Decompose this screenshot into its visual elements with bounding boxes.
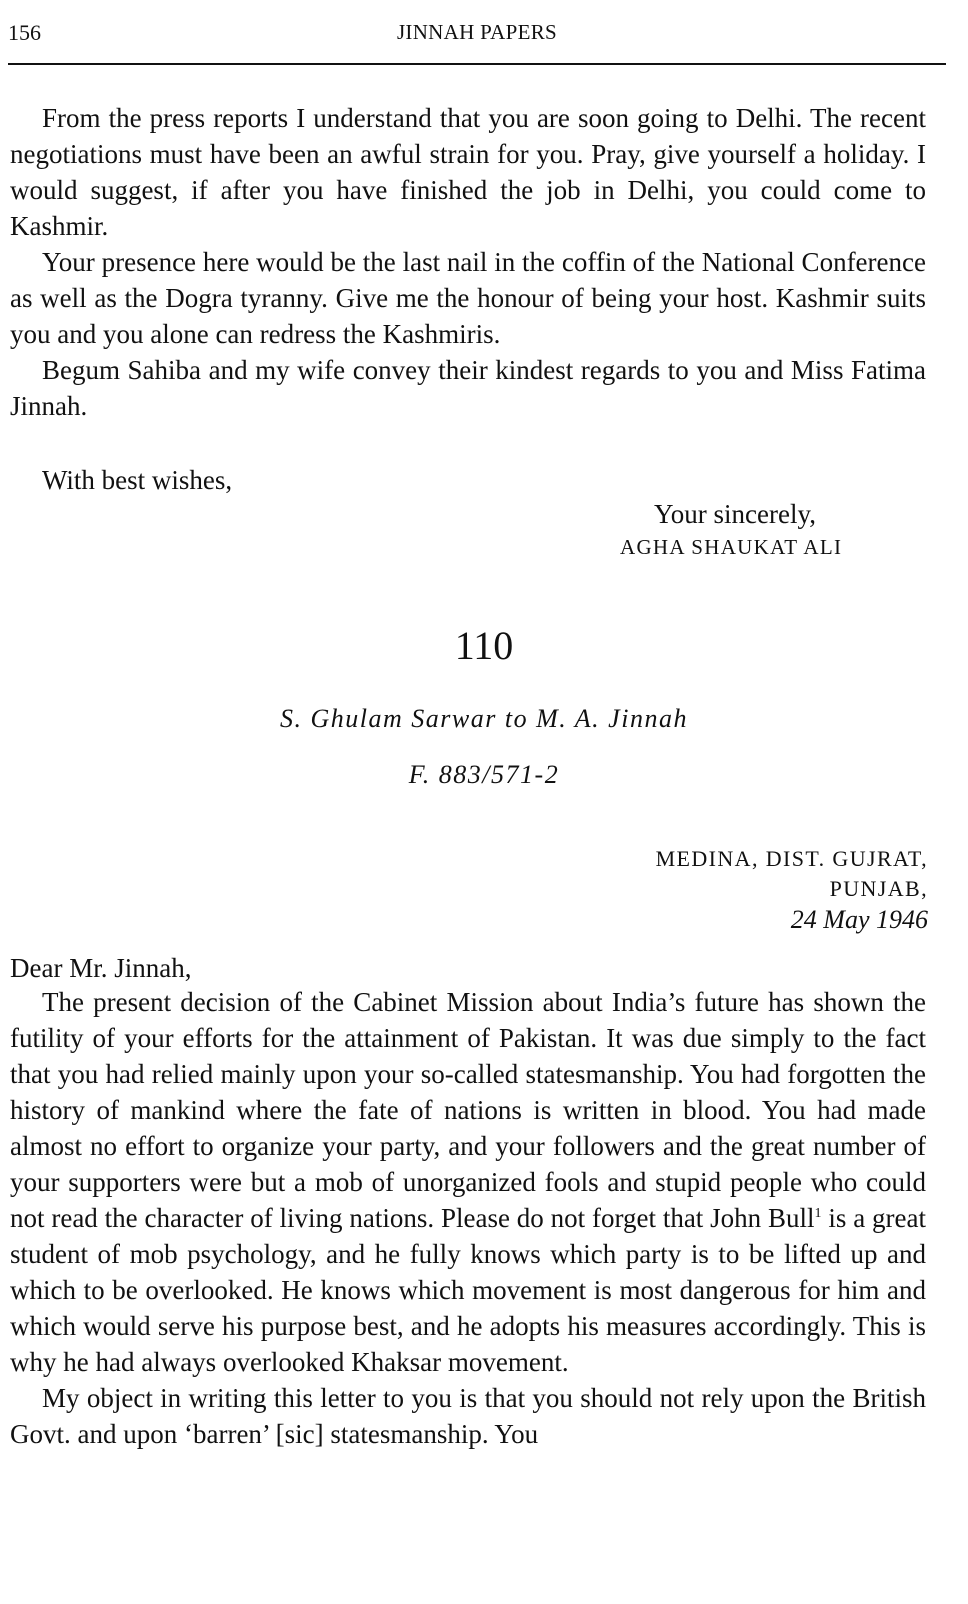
paragraph-text: is a great student of mob psychology, and he fully knows which party is to be lifted up and which to be overlooked. He knows which movement is most dangerous for him and which would serve his purpose best, and he adopts his measures accordingly. This is why he had always overlooked Khaksar movement. (10, 1203, 926, 1377)
previous-letter-paragraph: Your presence here would be the last nail in the coffin of the National Conference as well as the Dogra tyranny. Give me the honour of being your host. Kashmir suits you and you alone can redress the Kashmiris. (10, 247, 926, 349)
paragraph-text: The present decision of the Cabinet Mission about India’s future has shown the futility of your efforts for the attainment of Pakistan. It was due simply to the fact that you had relied mainly upon your so-called statesmanship. You had forgotten the history of mankind where the fate of nations is written in blood. You had made almost no effort to organize your party, and your followers and the great number of your supporters were but a mob of unorganized fools and stupid people who could not read the character of living nations. Please do not forget that John Bull (10, 987, 926, 1233)
sender-address (656, 844, 928, 936)
address-line: MEDINA, DIST. GUJRAT, (655, 846, 928, 871)
document-heading: S. Ghulam Sarwar to M. A. Jinnah (280, 704, 688, 733)
complimentary-close: Your sincerely, (654, 499, 816, 529)
signatory-name: AGHA SHAUKAT ALI (620, 535, 843, 559)
document-number: 110 (454, 623, 514, 668)
closing-line: With best wishes, (42, 465, 233, 495)
running-head-title: JINNAH PAPERS (396, 20, 558, 44)
signoff-block (620, 496, 920, 562)
letter-body (10, 984, 926, 1452)
letter-paragraph (10, 984, 926, 1380)
previous-letter-paragraph: From the press reports I understand that you are soon going to Delhi. The recent negotiations must have been an awful strain for you. Pray, give yourself a holiday. I would suggest, if after you have finished the job in Delhi, you could come to Kashmir. (10, 103, 926, 241)
salutation: Dear Mr. Jinnah, (10, 953, 192, 983)
page-number: 156 (8, 20, 41, 45)
running-head (8, 18, 946, 50)
footnote-marker: 1 (814, 1206, 822, 1221)
previous-letter-paragraph: Begum Sahiba and my wife convey their kindest regards to you and Miss Fatima Jinnah. (10, 355, 926, 421)
address-line: PUNJAB, (829, 876, 928, 901)
letter-paragraph: My object in writing this letter to you is that you should not rely upon the British Govt. and upon ‘barren’ [sic] statesmanship. You (10, 1383, 926, 1449)
previous-letter-body (10, 100, 926, 424)
letter-date: 24 May 1946 (790, 905, 928, 934)
previous-letter-closing (10, 462, 926, 498)
header-rule (8, 63, 946, 65)
file-reference: F. 883/571-2 (408, 760, 560, 789)
